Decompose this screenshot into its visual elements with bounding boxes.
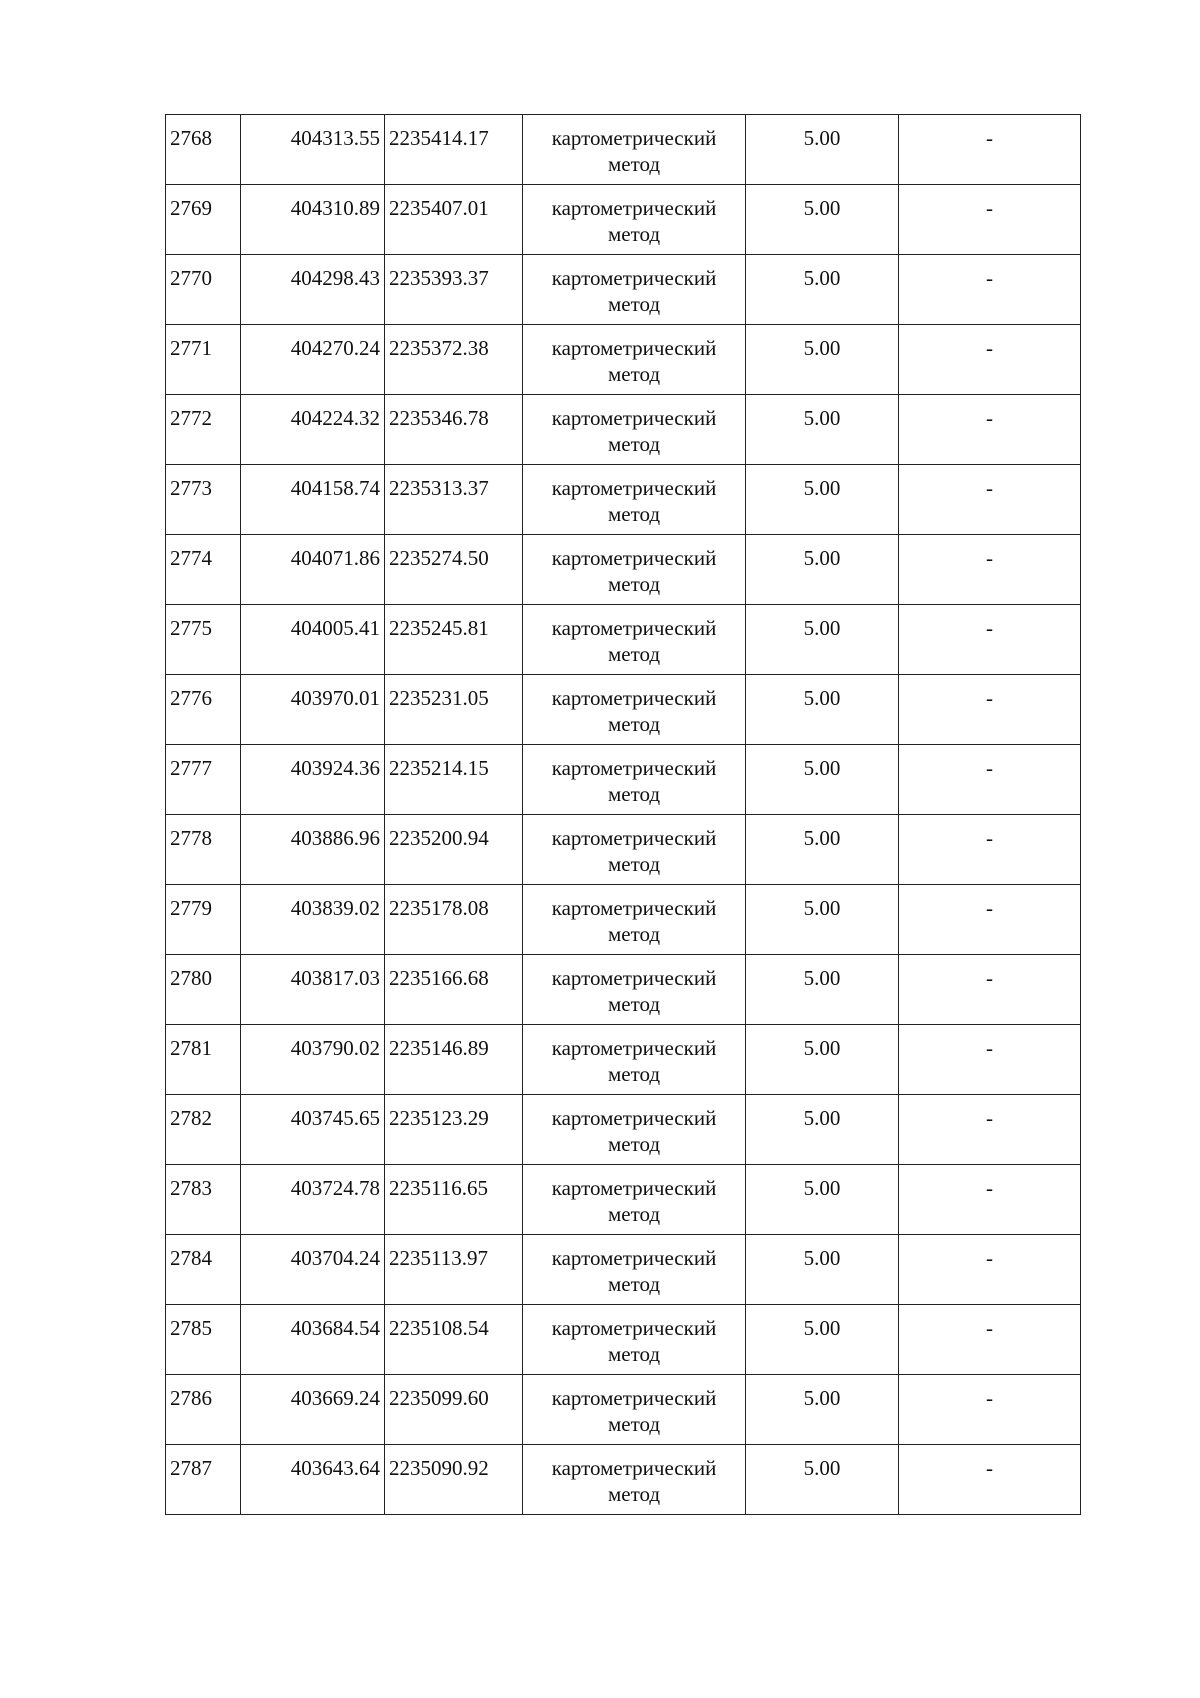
x-coordinate-cell: 403724.78 — [241, 1165, 385, 1235]
method-text-line2: метод — [607, 152, 661, 176]
description-cell: - — [899, 395, 1081, 465]
x-coordinate-cell: 403684.54 — [241, 1305, 385, 1375]
coordinates-table-body — [166, 115, 1081, 1515]
accuracy-cell: 5.00 — [746, 1235, 899, 1305]
x-coordinate-cell: 403643.64 — [241, 1445, 385, 1515]
y-coordinate-cell: 2235123.29 — [385, 1095, 523, 1165]
method-text-line1: картометрический — [551, 826, 717, 850]
point-number-cell: 2779 — [166, 885, 241, 955]
accuracy-cell: 5.00 — [746, 115, 899, 185]
method-text-line2: метод — [607, 782, 661, 806]
method-text-line1: картометрический — [551, 966, 717, 990]
method-text-line1: картометрический — [551, 476, 717, 500]
y-coordinate-cell: 2235090.92 — [385, 1445, 523, 1515]
method-text-line1: картометрический — [551, 1106, 717, 1130]
y-coordinate-cell: 2235393.37 — [385, 255, 523, 325]
x-coordinate-cell: 403839.02 — [241, 885, 385, 955]
method-text-line2: метод — [607, 1482, 661, 1506]
description-cell: - — [899, 325, 1081, 395]
description-cell: - — [899, 1375, 1081, 1445]
method-text-line2: метод — [607, 362, 661, 386]
table-row — [166, 325, 1081, 395]
x-coordinate-cell: 403924.36 — [241, 745, 385, 815]
method-text-line1: картометрический — [551, 1176, 717, 1200]
point-number-cell: 2775 — [166, 605, 241, 675]
method-text-line2: метод — [607, 1342, 661, 1366]
description-cell: - — [899, 955, 1081, 1025]
description-cell: - — [899, 465, 1081, 535]
method-text-line1: картометрический — [551, 896, 717, 920]
table-row — [166, 1165, 1081, 1235]
point-number-cell: 2777 — [166, 745, 241, 815]
x-coordinate-cell: 404310.89 — [241, 185, 385, 255]
method-text-line2: метод — [607, 222, 661, 246]
description-cell: - — [899, 1305, 1081, 1375]
method-text-line1: картометрический — [551, 406, 717, 430]
method-text-line2: метод — [607, 1412, 661, 1436]
accuracy-cell: 5.00 — [746, 1025, 899, 1095]
accuracy-cell: 5.00 — [746, 395, 899, 465]
method-text-line1: картометрический — [551, 336, 717, 360]
method-cell — [523, 1375, 746, 1445]
point-number-cell: 2774 — [166, 535, 241, 605]
table-row — [166, 1445, 1081, 1515]
method-text-line1: картометрический — [551, 616, 717, 640]
accuracy-cell: 5.00 — [746, 1375, 899, 1445]
method-cell — [523, 255, 746, 325]
x-coordinate-cell: 404313.55 — [241, 115, 385, 185]
point-number-cell: 2771 — [166, 325, 241, 395]
method-text-line2: метод — [607, 502, 661, 526]
method-cell — [523, 1235, 746, 1305]
description-cell: - — [899, 605, 1081, 675]
description-cell: - — [899, 745, 1081, 815]
y-coordinate-cell: 2235313.37 — [385, 465, 523, 535]
description-cell: - — [899, 885, 1081, 955]
y-coordinate-cell: 2235166.68 — [385, 955, 523, 1025]
table-row — [166, 745, 1081, 815]
method-text-line1: картометрический — [551, 196, 717, 220]
x-coordinate-cell: 403886.96 — [241, 815, 385, 885]
x-coordinate-cell: 404071.86 — [241, 535, 385, 605]
point-number-cell: 2784 — [166, 1235, 241, 1305]
description-cell: - — [899, 1095, 1081, 1165]
coordinates-table — [165, 114, 1081, 1515]
method-cell — [523, 1025, 746, 1095]
method-text-line1: картометрический — [551, 126, 717, 150]
method-text-line2: метод — [607, 1202, 661, 1226]
x-coordinate-cell: 404298.43 — [241, 255, 385, 325]
table-row — [166, 535, 1081, 605]
x-coordinate-cell: 403669.24 — [241, 1375, 385, 1445]
x-coordinate-cell: 404270.24 — [241, 325, 385, 395]
point-number-cell: 2782 — [166, 1095, 241, 1165]
accuracy-cell: 5.00 — [746, 465, 899, 535]
accuracy-cell: 5.00 — [746, 325, 899, 395]
accuracy-cell: 5.00 — [746, 1445, 899, 1515]
x-coordinate-cell: 404158.74 — [241, 465, 385, 535]
x-coordinate-cell: 403704.24 — [241, 1235, 385, 1305]
method-text-line1: картометрический — [551, 266, 717, 290]
x-coordinate-cell: 403790.02 — [241, 1025, 385, 1095]
table-row — [166, 185, 1081, 255]
y-coordinate-cell: 2235108.54 — [385, 1305, 523, 1375]
accuracy-cell: 5.00 — [746, 1095, 899, 1165]
method-cell — [523, 325, 746, 395]
y-coordinate-cell: 2235414.17 — [385, 115, 523, 185]
method-text-line2: метод — [607, 572, 661, 596]
y-coordinate-cell: 2235146.89 — [385, 1025, 523, 1095]
y-coordinate-cell: 2235407.01 — [385, 185, 523, 255]
description-cell: - — [899, 535, 1081, 605]
y-coordinate-cell: 2235346.78 — [385, 395, 523, 465]
method-text-line2: метод — [607, 992, 661, 1016]
accuracy-cell: 5.00 — [746, 815, 899, 885]
y-coordinate-cell: 2235099.60 — [385, 1375, 523, 1445]
accuracy-cell: 5.00 — [746, 1165, 899, 1235]
description-cell: - — [899, 185, 1081, 255]
y-coordinate-cell: 2235245.81 — [385, 605, 523, 675]
y-coordinate-cell: 2235178.08 — [385, 885, 523, 955]
table-row — [166, 1235, 1081, 1305]
point-number-cell: 2780 — [166, 955, 241, 1025]
accuracy-cell: 5.00 — [746, 675, 899, 745]
table-row — [166, 1025, 1081, 1095]
table-row — [166, 675, 1081, 745]
method-cell — [523, 1165, 746, 1235]
y-coordinate-cell: 2235231.05 — [385, 675, 523, 745]
table-row — [166, 1305, 1081, 1375]
method-text-line1: картометрический — [551, 756, 717, 780]
x-coordinate-cell: 403970.01 — [241, 675, 385, 745]
method-cell — [523, 185, 746, 255]
method-text-line2: метод — [607, 1132, 661, 1156]
method-text-line2: метод — [607, 852, 661, 876]
table-row — [166, 115, 1081, 185]
point-number-cell: 2776 — [166, 675, 241, 745]
method-text-line2: метод — [607, 1272, 661, 1296]
point-number-cell: 2770 — [166, 255, 241, 325]
accuracy-cell: 5.00 — [746, 185, 899, 255]
method-cell — [523, 395, 746, 465]
method-text-line2: метод — [607, 712, 661, 736]
method-cell — [523, 465, 746, 535]
point-number-cell: 2769 — [166, 185, 241, 255]
point-number-cell: 2781 — [166, 1025, 241, 1095]
table-row — [166, 255, 1081, 325]
method-cell — [523, 885, 746, 955]
method-text-line1: картометрический — [551, 546, 717, 570]
method-text-line2: метод — [607, 432, 661, 456]
point-number-cell: 2772 — [166, 395, 241, 465]
table-row — [166, 465, 1081, 535]
table-row — [166, 395, 1081, 465]
table-row — [166, 885, 1081, 955]
point-number-cell: 2786 — [166, 1375, 241, 1445]
description-cell: - — [899, 815, 1081, 885]
method-cell — [523, 535, 746, 605]
table-row — [166, 1095, 1081, 1165]
method-cell — [523, 815, 746, 885]
table-row — [166, 815, 1081, 885]
description-cell: - — [899, 675, 1081, 745]
point-number-cell: 2768 — [166, 115, 241, 185]
accuracy-cell: 5.00 — [746, 255, 899, 325]
method-text-line2: метод — [607, 922, 661, 946]
description-cell: - — [899, 1445, 1081, 1515]
point-number-cell: 2787 — [166, 1445, 241, 1515]
y-coordinate-cell: 2235116.65 — [385, 1165, 523, 1235]
y-coordinate-cell: 2235200.94 — [385, 815, 523, 885]
accuracy-cell: 5.00 — [746, 745, 899, 815]
method-text-line2: метод — [607, 642, 661, 666]
x-coordinate-cell: 404224.32 — [241, 395, 385, 465]
point-number-cell: 2783 — [166, 1165, 241, 1235]
accuracy-cell: 5.00 — [746, 955, 899, 1025]
method-text-line1: картометрический — [551, 1316, 717, 1340]
method-cell — [523, 745, 746, 815]
x-coordinate-cell: 404005.41 — [241, 605, 385, 675]
accuracy-cell: 5.00 — [746, 535, 899, 605]
point-number-cell: 2778 — [166, 815, 241, 885]
description-cell: - — [899, 1165, 1081, 1235]
method-text-line1: картометрический — [551, 1456, 717, 1480]
table-row — [166, 1375, 1081, 1445]
y-coordinate-cell: 2235372.38 — [385, 325, 523, 395]
method-cell — [523, 1095, 746, 1165]
description-cell: - — [899, 1235, 1081, 1305]
accuracy-cell: 5.00 — [746, 605, 899, 675]
method-text-line1: картометрический — [551, 1246, 717, 1270]
method-text-line1: картометрический — [551, 1386, 717, 1410]
x-coordinate-cell: 403817.03 — [241, 955, 385, 1025]
accuracy-cell: 5.00 — [746, 1305, 899, 1375]
point-number-cell: 2773 — [166, 465, 241, 535]
accuracy-cell: 5.00 — [746, 885, 899, 955]
description-cell: - — [899, 255, 1081, 325]
table-row — [166, 605, 1081, 675]
method-text-line2: метод — [607, 292, 661, 316]
method-cell — [523, 955, 746, 1025]
method-text-line2: метод — [607, 1062, 661, 1086]
method-cell — [523, 675, 746, 745]
method-cell — [523, 1305, 746, 1375]
method-text-line1: картометрический — [551, 686, 717, 710]
method-cell — [523, 1445, 746, 1515]
method-text-line1: картометрический — [551, 1036, 717, 1060]
method-cell — [523, 115, 746, 185]
x-coordinate-cell: 403745.65 — [241, 1095, 385, 1165]
y-coordinate-cell: 2235274.50 — [385, 535, 523, 605]
y-coordinate-cell: 2235214.15 — [385, 745, 523, 815]
y-coordinate-cell: 2235113.97 — [385, 1235, 523, 1305]
point-number-cell: 2785 — [166, 1305, 241, 1375]
table-row — [166, 955, 1081, 1025]
method-cell — [523, 605, 746, 675]
description-cell: - — [899, 1025, 1081, 1095]
description-cell: - — [899, 115, 1081, 185]
